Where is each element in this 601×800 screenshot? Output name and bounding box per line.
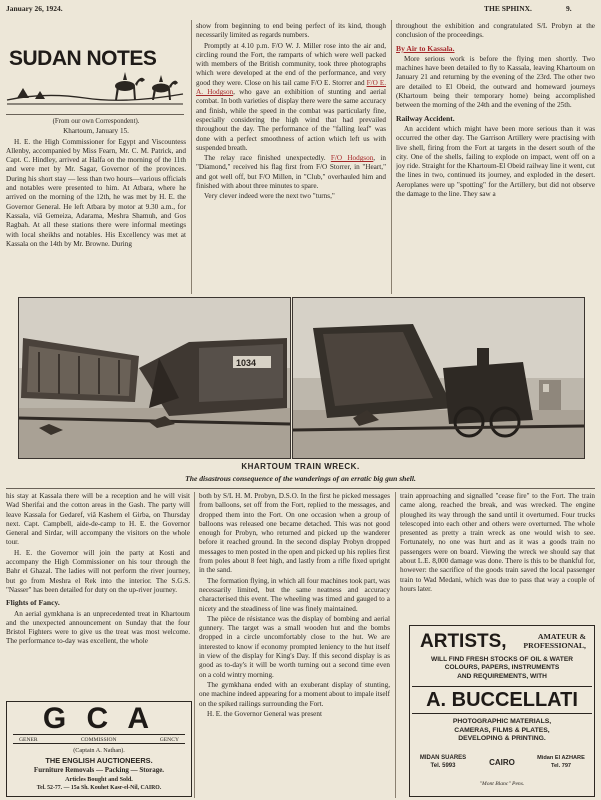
article-paragraph: H. E. the Governor General was present — [207, 709, 322, 718]
gca-services: Furniture Removals — Packing — Storage. — [33, 766, 165, 774]
ad-heading-side — [522, 632, 586, 650]
dateline: Khartoum, January 15. — [63, 127, 129, 136]
article-paragraph: The gymkhana ended with an exuberant display of stunting, one machine indeed appearing for a moment about to impale itself on the spiked railings surrounding the Fort. — [199, 680, 390, 708]
paragraph-text: Promptly at 4.10 p.m. F/O W. J. Miller rose into the air and, circling round the Fort, the ramparts of which were well packed with members of the British community, took three photographs which were developed at the end of the performance, and very good they were. Close on his tail came F/O E. Storrer and — [196, 41, 386, 87]
section-heading: Flights of Fancy. — [6, 598, 60, 608]
gca-band — [13, 734, 185, 744]
ad-products-line: DEVELOPING & PRINTING. — [458, 735, 546, 743]
masthead-title: SUDAN NOTES — [9, 47, 157, 70]
gca-logo: G C A — [42, 702, 156, 735]
ad-address-line: Midan El AZHARE — [537, 755, 585, 761]
paragraph-text: , who gave an exhibition of stunting and aerial combat. In both varieties of display there were the same accuracy and finish, while the speed in the combat was particularly fine, especially considering the high wind that had prevailed throughout the day. The performance of the "falling leaf" was done with a perfect smoothness of action which left us with suspended breath. — [196, 88, 386, 152]
column-3-lower — [400, 492, 595, 618]
column-1-lower — [6, 492, 190, 698]
column-divider — [194, 492, 195, 798]
article-paragraph: Very clever indeed were the next two "turns," — [204, 192, 335, 201]
column-divider — [395, 492, 396, 798]
photo-caption-title: KHARTOUM TRAIN WRECK. — [241, 462, 360, 471]
gca-advertisement — [6, 701, 192, 797]
ad-address-line: MIDAN SUARES — [419, 755, 467, 761]
column-divider — [191, 20, 192, 294]
desert-camels-illustration — [5, 70, 185, 108]
article-paragraph: throughout the exhibition and congratulated S/L Probyn at the conclusion of the proceedings. — [396, 22, 595, 40]
gca-articles: Articles Bought and Sold. — [65, 776, 133, 783]
wreck-illustration-right — [293, 298, 584, 458]
ad-intro-line: WILL FIND FRESH STOCKS OF OIL & WATER — [430, 656, 573, 663]
column-2-lower — [199, 492, 390, 798]
ad-heading-side-line: AMATEUR & — [537, 632, 586, 641]
article-paragraph: An aerial gymkhana is an unprecedented treat in Khartoum and the unexpected announcement on Sunday that the four Bristol Fighters were to give us the treat was most welcome. The performance to-day was excellent, the whole — [6, 609, 190, 646]
article-paragraph: The pièce de résistance was the display of bombing and aerial gunnery. The target was a small wooden hut and the bombs dropped in a circle uncomfortably close to the hut. We are interested to know if economy prompted leniency to the hut itself in view of the display for King's Day. If this second display is as good as to-day's it will be worth turning out a second time even on a cold wintry morning. — [199, 614, 390, 679]
photo-caption-subtitle: The disastrous consequence of the wanderings of an erratic big gun shell. — [185, 474, 416, 483]
ad-heading-side-line: PROFESSIONAL, — [523, 641, 586, 650]
column-3-upper — [396, 22, 595, 294]
paragraph-text: , in "Diamond," received his flag first from F/O Storrer, in "Heart," and got well off, but F/O Millen, in "Club," overhauled him and finished with about three minutes to spare. — [196, 154, 386, 191]
ad-footnote: "Mont Blanc" Pens. — [479, 781, 525, 787]
gca-address: Tel. 52-77. — 15a Sh. Kouhet Kasr-el-Nil, CAIRO. — [36, 785, 162, 791]
column-1-upper — [6, 117, 186, 293]
ad-phone: Tel. 797 — [550, 763, 572, 769]
article-paragraph: both by S/L H. M. Probyn, D.S.O. In the first he picked messages from balloons, set off from the Fort, replied to the messages, and dropped them into the Fort. On one occasion when a group of balloons was released one became detached. This was not good enough for Probyn, who returned and picked up the wanderer before it reached ground. In the second display Probyn dropped messages to men posted in the open and picked up his replies first from poles about 8 feet high, and lastly from a rifle fixed upright in the sand. — [199, 492, 390, 575]
wagon-number: 1034 — [236, 358, 257, 368]
ad-city: CAIRO — [489, 758, 515, 767]
article-paragraph: H. E. the High Commissioner for Egypt and Viscountess Allenby, accompanied by Miss Fearn, Mr. C. M. Patrick, and Capt. C. Hindley, arrived at Halfa on the morning of the 11th and were met by Mr. Sagar, Governor of the provinces. During his short stay — less than two hours—various officials and notables were presented to him. At Atbara, where he arrived on the morning of the 12th, he was met by H. E. the Governor General. He left Atbara by motor at 9.30 a.m., for Kassala, viâ Gemeiza, Adarama, Meshra Shamuh, and Gos Ragbah. At all these stations there were informal meetings with local sheikhs and notables. His Excellency was met at Kassala on the 14th by Mr. Browne. During — [6, 137, 186, 248]
buccellati-advertisement — [409, 625, 595, 797]
masthead-rule — [6, 114, 184, 115]
gca-title: THE ENGLISH AUCTIONEERS. — [45, 756, 153, 765]
article-paragraph: show from beginning to end being perfect of its kind, though necessarily limited as regards numbers. — [196, 22, 386, 40]
column-divider — [391, 20, 392, 294]
page-number: 9. — [566, 4, 572, 13]
ad-heading: ARTISTS, — [420, 631, 507, 652]
paragraph-text: The relay race finished unexpectedly. — [204, 154, 326, 163]
gca-band-right: GENCY — [159, 737, 179, 743]
train-wreck-photo-right — [292, 297, 585, 459]
section-heading: By Air to Kassala. — [396, 43, 455, 53]
byline: (From our own Correspondent). — [52, 118, 140, 125]
article-paragraph: More serious work is before the flying men shortly. Two machines have been detailed to fly to Kassala, leaving Khartoum on January 21 and returning by the evening of the 23rd. The other two are detailed to El Obeid, the outward and homeward journeys (Khartoum being their temporary home) being accomplished between the morning of the 24th and the evening of the 25th. — [396, 54, 595, 110]
section-heading: Railway Accident. — [396, 113, 455, 123]
train-wreck-photo-left — [18, 297, 291, 459]
article-paragraph: train approaching and signalled "cease fire" to the Fort. The train came along, reached the break, and was wrecked. The engine ploughed its way through the sand until it overturned. Four trucks telescoped into each other and others were overturned. The whole presented as pretty a train wreck as one would wish to see. Fortunately, no one was hurt and as it was a goods train no passengers were on board. Viewing the wreck we should say that about L.E. 8,000 damage was done. There is this to be thankful for, however: the sacrifice of the goods train saved the local passenger train to Wad Medani, which was due to pass that way a couple of hours later. — [400, 492, 595, 593]
article-paragraph — [196, 154, 386, 191]
ad-intro-line: COLOURS, PAPERS, INSTRUMENTS — [444, 664, 560, 672]
issue-date: January 26, 1924. — [6, 4, 63, 13]
wreck-illustration-left — [19, 298, 290, 458]
ad-left-address — [416, 754, 470, 770]
article-paragraph: The formation flying, in which all four machines took part, was necessarily limited, but the same neatness and accuracy characterised this event. The wheeling was timed and gauged to a nicety and the steadiness of line was finely maintained. — [199, 576, 390, 613]
ad-intro — [414, 656, 590, 681]
highlighted-name: F/O Hodgson — [330, 154, 374, 163]
caption-rule — [6, 488, 595, 489]
article-paragraph — [196, 42, 386, 154]
running-title: THE SPHINX. — [484, 4, 532, 13]
ad-products — [414, 718, 590, 744]
ad-products-line: PHOTOGRAPHIC MATERIALS, — [452, 718, 552, 725]
gca-band-left: GENER — [19, 737, 38, 743]
highlighted-name: F/O E. A. Hodgson — [196, 78, 386, 97]
gca-band-mid: COMMISSION — [80, 737, 117, 743]
masthead — [5, 40, 185, 110]
ad-phone: Tel. 5993 — [430, 763, 456, 769]
ad-products-line: CAMERAS, FILMS & PLATES, — [454, 726, 550, 734]
ad-brand-name: A. BUCCELLATI — [412, 686, 592, 714]
article-paragraph: his stay at Kassala there will be a reception and he will visit Wad Sherifai and the cotton areas in the Gash. The party will leave Kassala for Gedaref, viâ Kashem el Girba, on Thursday next. Capt. Campbell, aide-de-camp to H. E. the Governor General and Sirdar, will accompany the visitors on the whole tour. — [6, 492, 190, 547]
article-paragraph: H. E. the Governor will join the party at Kosti and accompany the High Commissioner on his tour through the Bahr el Ghazal. The ladies will not perform the river journey, but go from Meshra el Rek into the interior. The S.G.S. "Nasser" has been detailed for duty on the up-river journey. — [6, 548, 190, 594]
article-paragraph: An accident which might have been more serious than it was occurred the other day. The Garrison Artillery were practising with live shell, firing from the Fort at targets in the desert south of the city. One of the shells, failing to explode on impact, went off on a joy ride. Straight for the Khartoum-El Obeid railway line it went, cut the lines in two, continued its journey, and exploded in the desert. Aeroplanes were up "spotting" for the Artillery, but did not observe the damage to the line. They saw a — [396, 124, 595, 199]
gca-proprietor: (Captain A. Nathan). — [73, 747, 125, 754]
column-2-upper — [196, 22, 386, 294]
ad-right-address — [532, 754, 590, 770]
ad-intro-line: AND REQUIREMENTS, WITH — [457, 672, 547, 680]
